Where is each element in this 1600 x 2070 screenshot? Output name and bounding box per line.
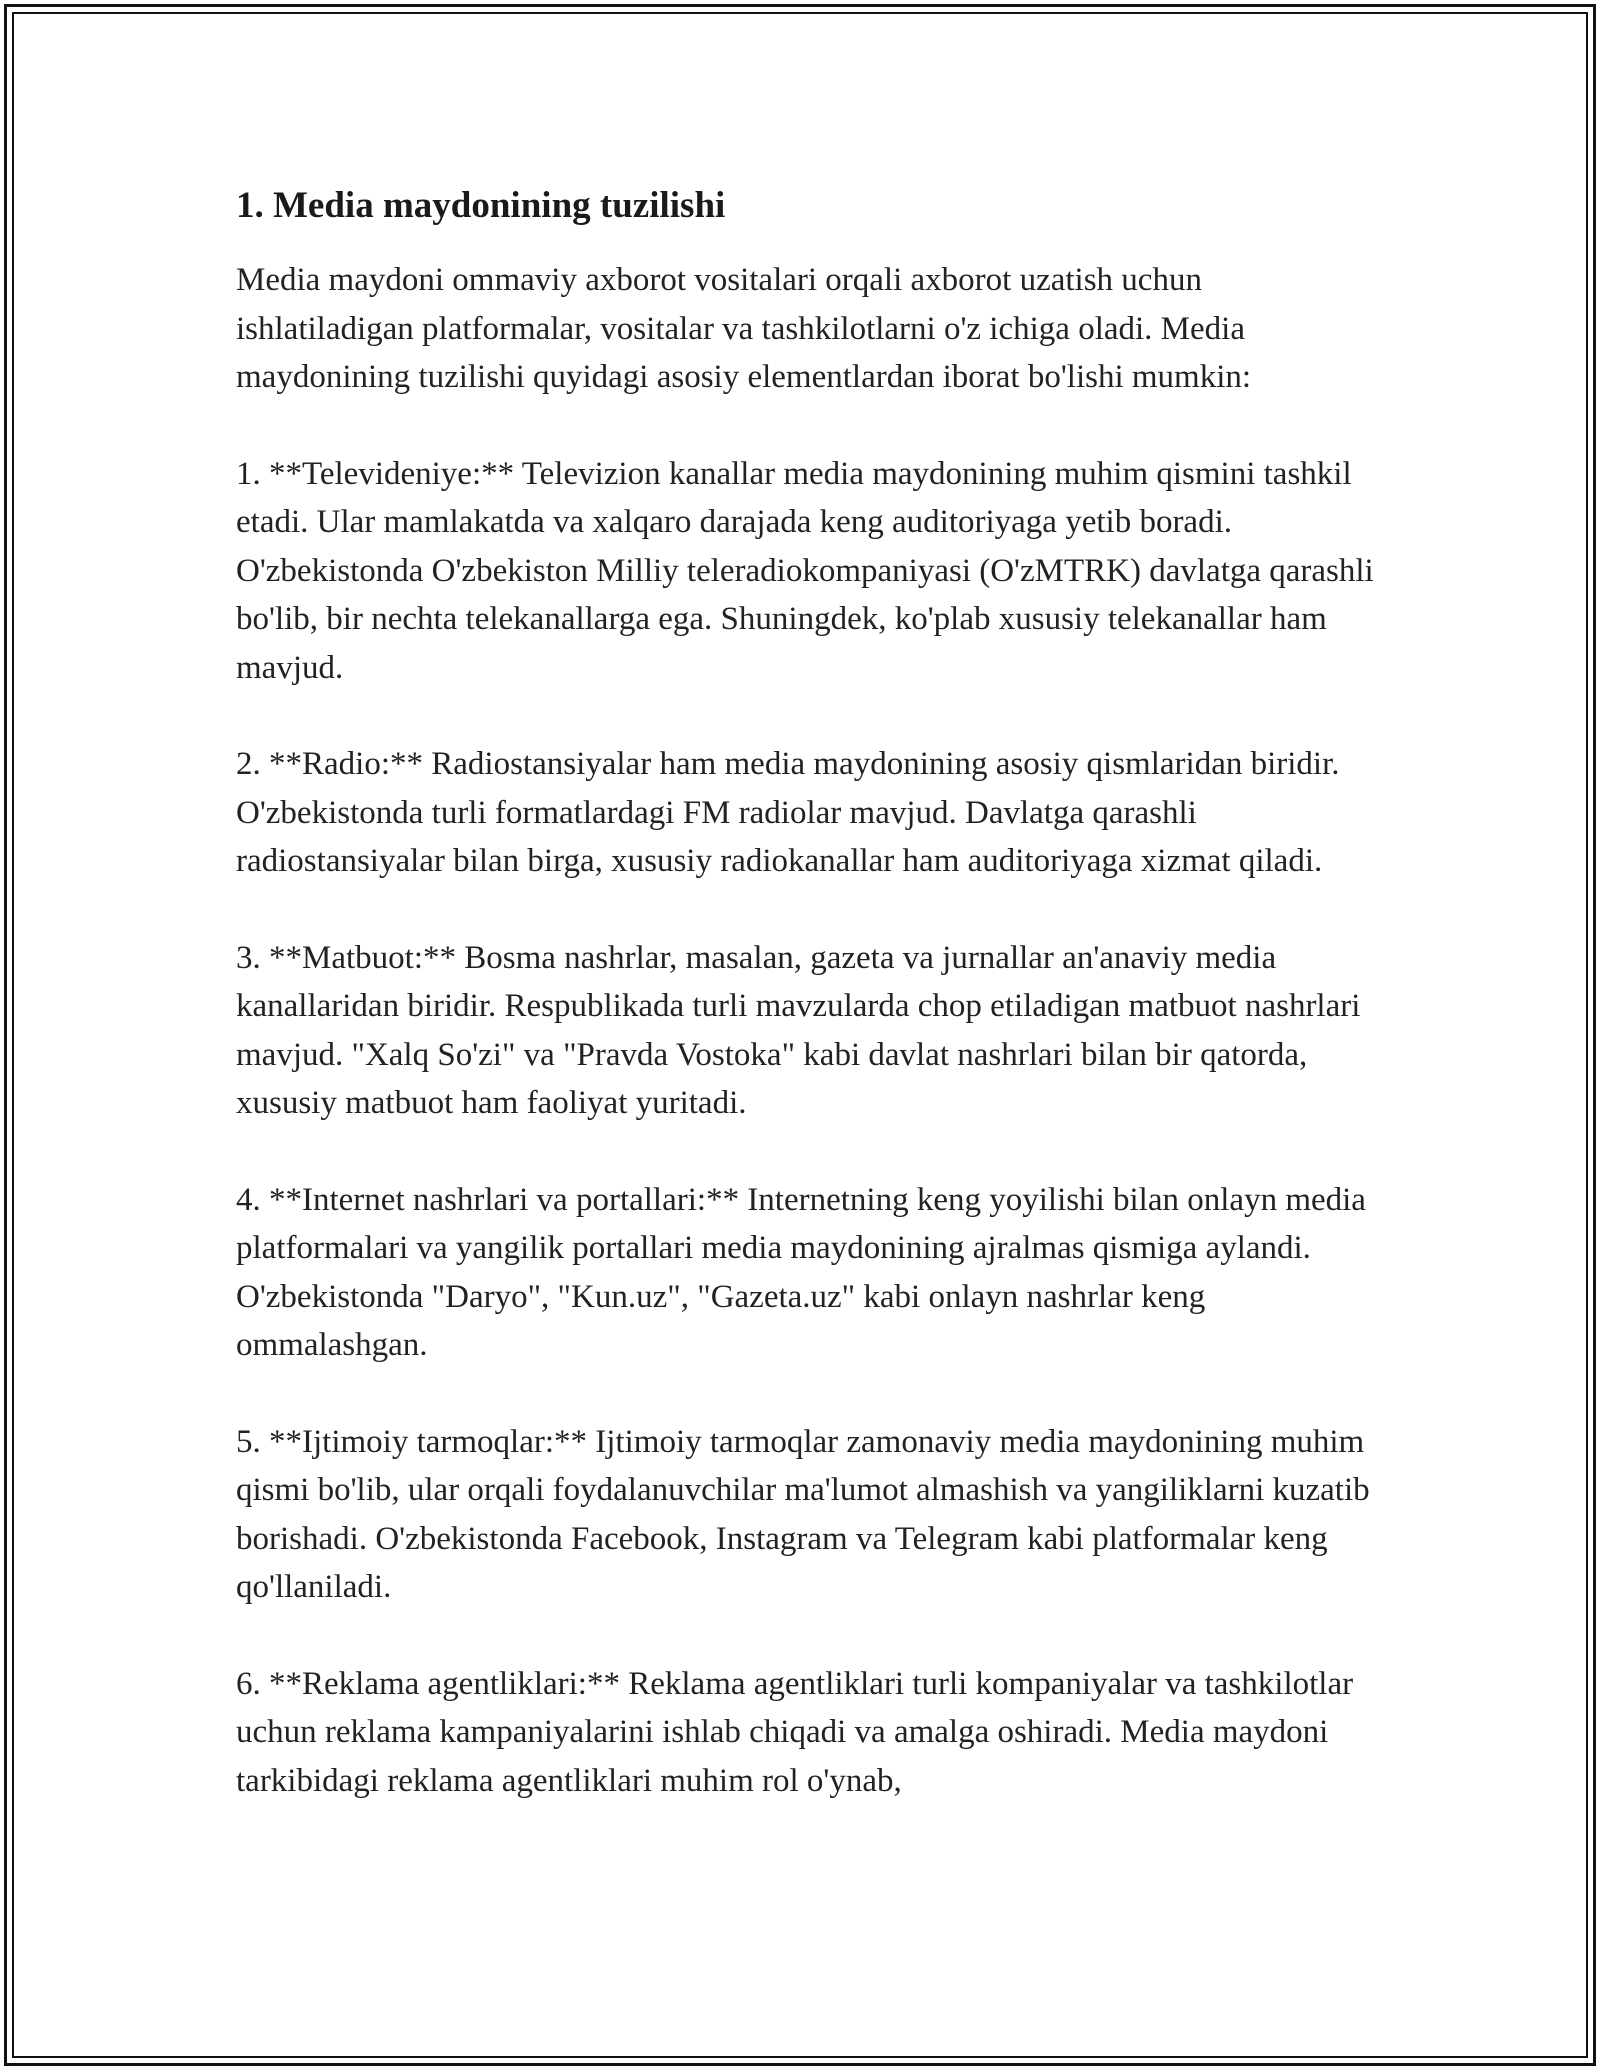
- paragraph-intro: Media maydoni ommaviy axborot vositalari orqali axborot uzatish uchun ishlatiladigan platformalar, vositalar va tashkilotlarni o'z ichiga oladi. Media maydonining tuzilishi quyidagi asosiy elementlardan iborat bo'lishi mumkin:: [236, 262, 1252, 395]
- paragraph-matbuot: 3. **Matbuot:** Bosma nashrlar, masalan, gazeta va jurnallar an'anaviy media kanallaridan biridir. Respublikada turli mavzularda chop etiladigan matbuot nashrlari mavjud. "Xalq So'zi" va "Pravda Vostoka" kabi davlat nashrlari bilan bir qatorda, xususiy matbuot ham faoliyat yuritadi.: [236, 939, 1361, 1121]
- paragraph-televideniye: 1. **Televideniye:** Televizion kanallar media maydonining muhim qismini tashkil etadi. Ular mamlakatda va xalqaro darajada keng auditoriyaga yetib boradi. O'zbekistonda O'zbekiston Milliy teleradiokompaniyasi (O'zMTRK) davlatga qarashli bo'lib, bir nechta telekanallarga ega. Shuningdek, ko'plab xususiy telekanallar ham mavjud.: [236, 455, 1374, 686]
- section-title: 1. Media maydonining tuzilishi: [236, 185, 726, 226]
- document-body: [236, 182, 1386, 1805]
- paragraph-radio: 2. **Radio:** Radiostansiyalar ham media maydonining asosiy qismlaridan biridir. O'zbekistonda turli formatlardagi FM radiolar mavjud. Davlatga qarashli radiostansiyalar bilan birga, xususiy radiokanallar ham auditoriyaga xizmat qiladi.: [236, 746, 1340, 879]
- paragraph-ijtimoiy-tarmoqlar: 5. **Ijtimoiy tarmoqlar:** Ijtimoiy tarmoqlar zamonaviy media maydonining muhim qismi bo'lib, ular orqali foydalanuvchilar ma'lumot almashish va yangiliklarni kuzatib borishadi. O'zbekistonda Facebook, Instagram va Telegram kabi platformalar keng qo'llaniladi.: [236, 1423, 1370, 1605]
- paragraph-internet: 4. **Internet nashrlari va portallari:** Internetning keng yoyilishi bilan onlayn media platformalari va yangilik portallari media maydonining ajralmas qismiga aylandi. O'zbekistonda "Daryo", "Kun.uz", "Gazeta.uz" kabi onlayn nashrlar keng ommalashgan.: [236, 1181, 1366, 1363]
- paragraph-reklama: 6. **Reklama agentliklari:** Reklama agentliklari turli kompaniyalar va tashkilotlar uchun reklama kampaniyalarini ishlab chiqadi va amalga oshiradi. Media maydoni tarkibidagi reklama agentliklari muhim rol o'ynab,: [236, 1665, 1354, 1799]
